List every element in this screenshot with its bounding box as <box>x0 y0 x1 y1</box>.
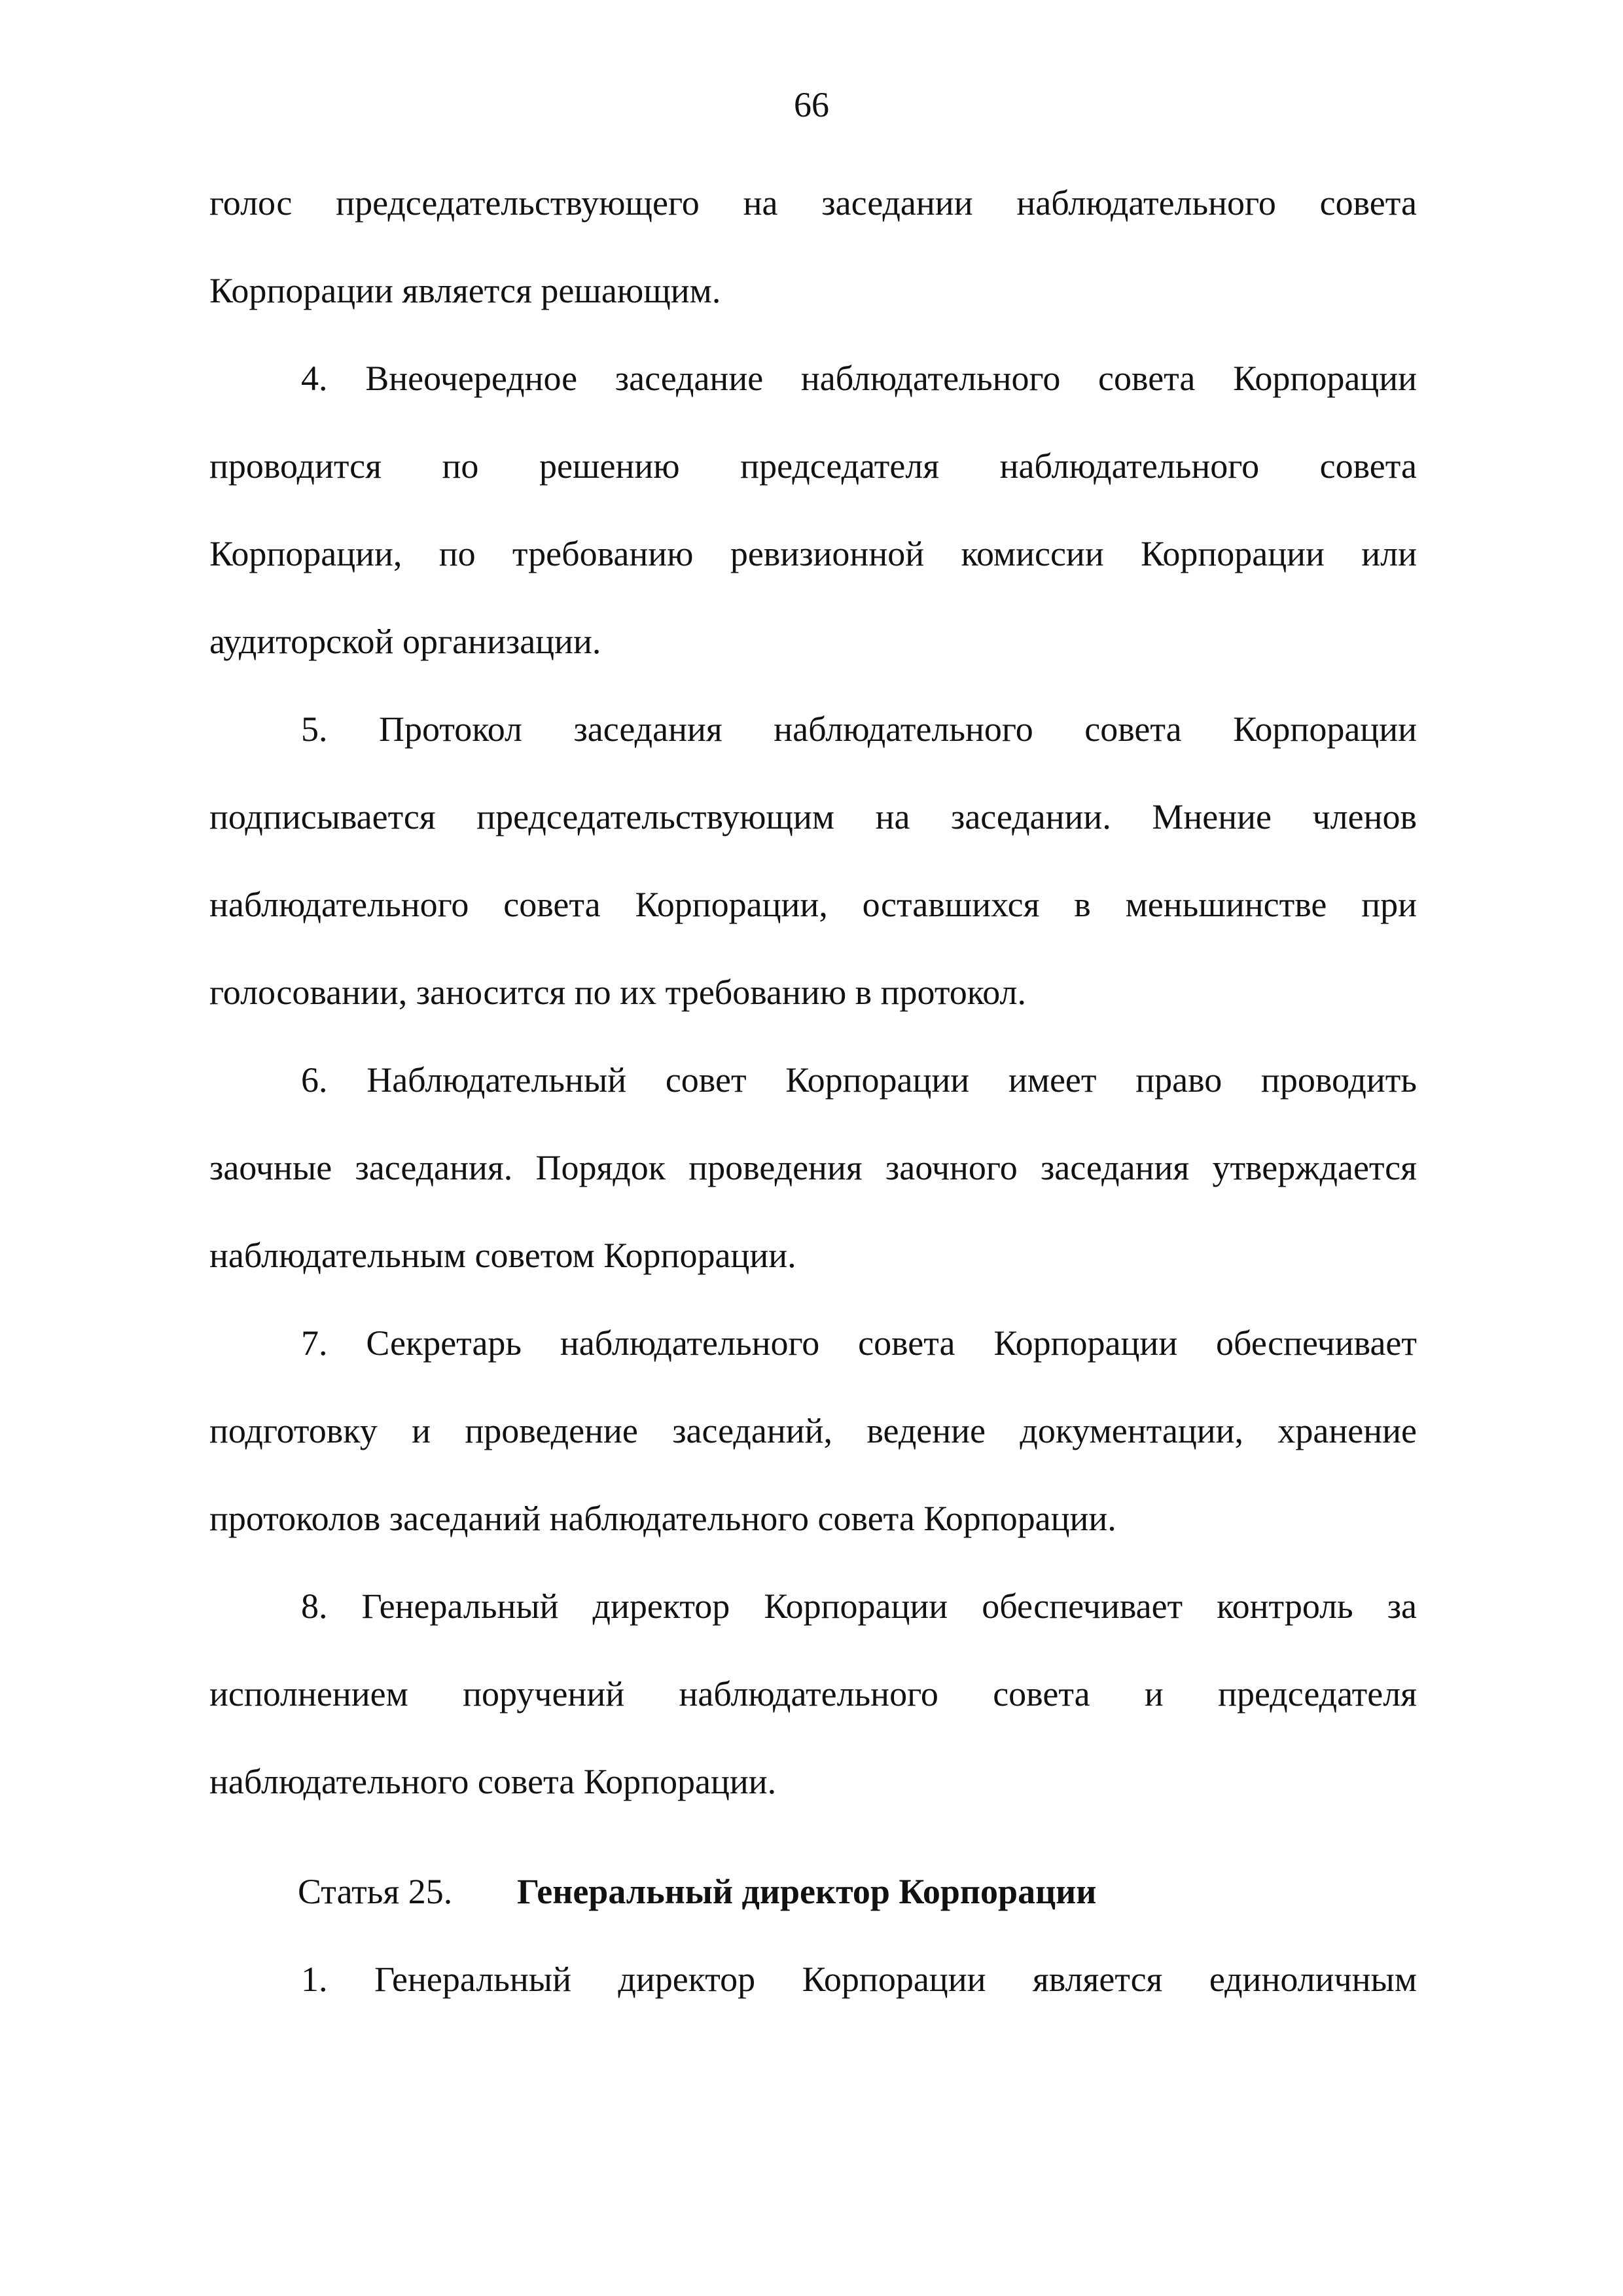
article-title: Генеральный директор Корпорации <box>517 1872 1097 1911</box>
text-line: Корпорации является решающим. <box>209 271 721 310</box>
text-line: протоколов заседаний наблюдательного совета Корпорации. <box>209 1499 1116 1538</box>
text-line: подписывается председательствующим на заседании. Мнение членов <box>209 797 1417 836</box>
paragraph-8-start: 8. Генеральный директор Корпорации обеспечивает контроль за <box>301 1587 1417 1626</box>
text-line: заочные заседания. Порядок проведения заочного заседания утверждается <box>209 1148 1417 1187</box>
text-line: наблюдательного совета Корпорации. <box>209 1762 777 1801</box>
text-line: наблюдательного совета Корпорации, оставшихся в меньшинстве при <box>209 885 1417 924</box>
paragraph-4-start: 4. Внеочередное заседание наблюдательного совета Корпорации <box>301 359 1417 398</box>
text-line: голосовании, заносится по их требованию в протокол. <box>209 973 1026 1012</box>
text-line: голос председательствующего на заседании наблюдательного совета <box>209 183 1417 223</box>
paragraph-7-start: 7. Секретарь наблюдательного совета Корпорации обеспечивает <box>301 1323 1417 1363</box>
paragraph-5-start: 5. Протокол заседания наблюдательного совета Корпорации <box>301 709 1417 749</box>
text-line: подготовку и проведение заседаний, ведение документации, хранение <box>209 1411 1417 1450</box>
article-heading <box>298 1871 1096 1912</box>
text-line: исполнением поручений наблюдательного совета и председателя <box>209 1674 1417 1713</box>
document-body <box>209 182 1417 1848</box>
text-line: проводится по решению председателя наблюдательного совета <box>209 446 1417 486</box>
text-line: наблюдательным советом Корпорации. <box>209 1236 796 1275</box>
text-line: Корпорации, по требованию ревизионной комиссии Корпорации или <box>209 534 1417 573</box>
paragraph-6-start: 6. Наблюдательный совет Корпорации имеет право проводить <box>301 1060 1417 1100</box>
article-number: Статья 25. <box>298 1872 453 1911</box>
paragraph-1-start: 1. Генеральный директор Корпорации является единоличным <box>301 1960 1417 1999</box>
page-number: 66 <box>794 85 829 124</box>
article-body <box>209 1958 1417 2046</box>
text-line: аудиторской организации. <box>209 622 601 661</box>
